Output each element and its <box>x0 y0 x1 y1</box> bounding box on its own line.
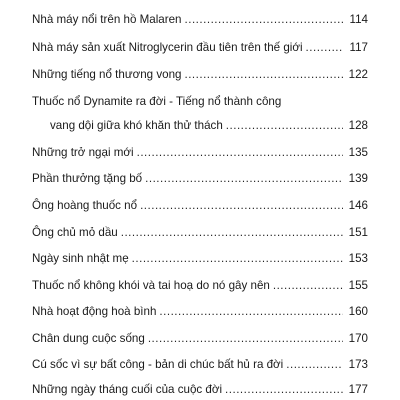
dot-leader <box>226 116 343 136</box>
table-of-contents <box>32 10 368 400</box>
toc-entry-title: Ngày sinh nhật mẹ <box>32 252 129 265</box>
toc-entry <box>32 223 368 243</box>
dot-leader <box>306 38 343 58</box>
toc-entry-title: Thuốc nổ không khói và tai hoạ do nó gây nên <box>32 279 270 292</box>
dot-leader <box>225 380 343 400</box>
toc-entry-title: Chân dung cuộc sống <box>32 332 145 345</box>
dot-leader <box>148 329 343 349</box>
toc-entry <box>32 169 368 189</box>
toc-entry-title: Nhà máy nổi trên hồ Malaren <box>32 13 182 26</box>
toc-entry <box>32 302 368 322</box>
toc-entry-page: 122 <box>348 68 368 81</box>
toc-entry-title-line1: Thuốc nổ Dynamite ra đời - Tiếng nổ thành công <box>32 95 282 108</box>
toc-entry-title-line2: vang dội giữa khó khăn thử thách <box>50 119 223 132</box>
toc-entry-page: 177 <box>348 383 368 396</box>
toc-entry <box>32 276 368 296</box>
toc-entry-page: 128 <box>348 119 368 132</box>
toc-entry <box>50 116 368 136</box>
toc-entry-page: 117 <box>349 41 368 54</box>
toc-entry <box>32 143 368 163</box>
dot-leader <box>185 10 343 30</box>
toc-entry <box>32 38 368 58</box>
dot-leader <box>145 169 343 189</box>
toc-entry-page: 173 <box>348 358 368 371</box>
toc-entry <box>32 65 368 85</box>
toc-entry <box>32 329 368 349</box>
toc-entry-title: Những tiếng nổ thương vong <box>32 68 182 81</box>
toc-entry-title: Những ngày tháng cuối của cuộc đời <box>32 383 223 396</box>
toc-entry <box>32 380 368 400</box>
toc-entry-page: 170 <box>348 332 368 345</box>
toc-entry <box>32 249 368 269</box>
toc-entry <box>32 355 368 375</box>
toc-entry <box>32 196 368 216</box>
toc-entry-page: 151 <box>348 226 368 239</box>
toc-entry-page: 155 <box>348 279 368 292</box>
dot-leader <box>121 223 343 243</box>
dot-leader <box>140 196 343 216</box>
dot-leader <box>286 355 343 375</box>
dot-leader <box>273 276 343 296</box>
toc-entry-page: 153 <box>348 252 368 265</box>
toc-entry-title: Nhà máy sản xuất Nitroglycerin đầu tiên trên thế giới <box>32 41 303 54</box>
toc-entry-title: Ông hoàng thuốc nổ <box>32 199 138 212</box>
dot-leader <box>137 143 343 163</box>
toc-entry-page: 146 <box>348 199 368 212</box>
dot-leader <box>159 302 343 322</box>
toc-entry-title: Những trở ngại mới <box>32 146 134 159</box>
toc-entry-title: Phần thưởng tặng bố <box>32 172 143 185</box>
toc-entry-page: 160 <box>348 305 368 318</box>
toc-entry-title: Cú sốc vì sự bất công - bản di chúc bất hủ ra đời <box>32 358 284 371</box>
toc-entry <box>32 10 368 30</box>
toc-entry-title: Nhà hoạt động hoà bình <box>32 305 157 318</box>
toc-entry-page: 139 <box>348 172 368 185</box>
dot-leader <box>132 249 343 269</box>
dot-leader <box>184 65 343 85</box>
toc-entry-title: Ông chủ mỏ dầu <box>32 226 118 239</box>
toc-entry-page: 114 <box>349 13 368 26</box>
toc-entry-page: 135 <box>348 146 368 159</box>
